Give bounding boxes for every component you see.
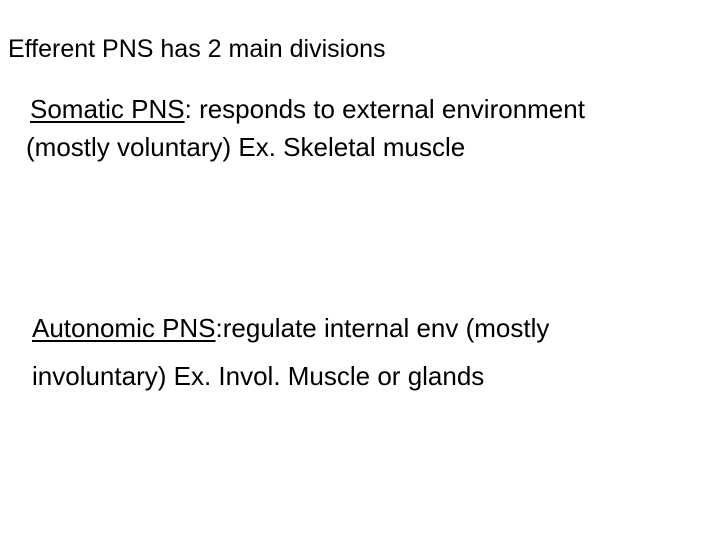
somatic-colon: : — [184, 94, 192, 124]
autonomic-line-1 — [32, 304, 549, 352]
somatic-description: responds to external environment — [191, 94, 585, 124]
somatic-line-1 — [30, 90, 585, 128]
autonomic-pns-term: Autonomic PNS — [32, 313, 216, 343]
autonomic-line-2: involuntary) Ex. Invol. Muscle or glands — [32, 361, 485, 391]
autonomic-colon: : — [215, 313, 223, 343]
autonomic-pns-block — [32, 304, 549, 400]
slide-title: Efferent PNS has 2 main divisions — [8, 35, 386, 63]
somatic-pns-block — [26, 90, 585, 166]
autonomic-description: regulate internal env (mostly — [222, 313, 550, 343]
somatic-pns-term: Somatic PNS — [30, 94, 185, 124]
somatic-line-2: (mostly voluntary) Ex. Skeletal muscle — [26, 132, 466, 162]
